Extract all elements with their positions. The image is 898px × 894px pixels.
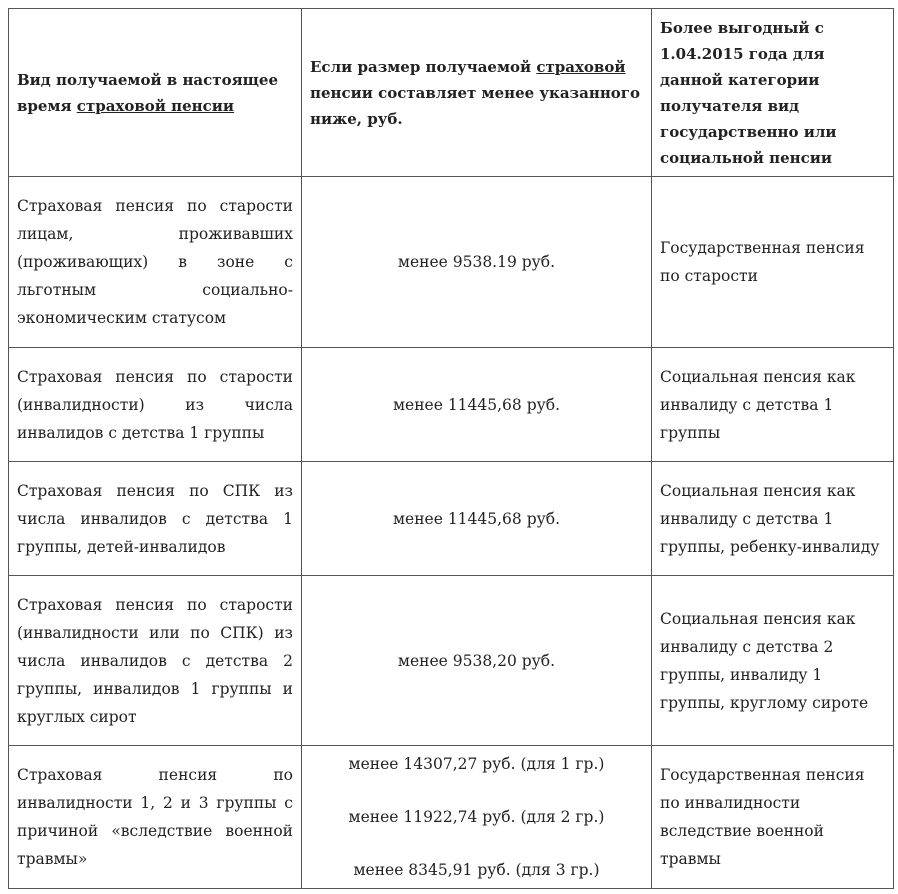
benefit-cell: Социальная пенсия как инвалиду с детства 2 группы, инвалиду 1 группы, круглому сироте	[652, 576, 894, 746]
table-row	[9, 348, 894, 462]
pension-type-cell: Страховая пенсия по инвалидности 1, 2 и 3 группы с причиной «вследствие военной травмы»	[9, 746, 302, 889]
amount-cell: менее 11445,68 руб.	[302, 462, 652, 576]
header-benefit-type: Более выгодный с 1.04.2015 года для данной категории получателя вид государственно или социальной пенсии	[652, 9, 894, 177]
amount-group-3: менее 8345,91 руб. (для 3 гр.)	[353, 861, 600, 879]
amount-group-2: менее 11922,74 руб. (для 2 гр.)	[348, 808, 605, 826]
amount-cell: менее 11445,68 руб.	[302, 348, 652, 462]
header-amount-condition: Если размер получаемой страховой пенсии составляет менее указанного ниже, руб.	[302, 9, 652, 177]
amount-cell	[302, 746, 652, 889]
table-row	[9, 462, 894, 576]
table-row	[9, 746, 894, 889]
amount-cell: менее 9538,20 руб.	[302, 576, 652, 746]
table-row	[9, 177, 894, 348]
pension-type-cell: Страховая пенсия по старости (инвалидности или по СПК) из числа инвалидов с детства 2 группы, инвалидов 1 группы и круглых сирот	[9, 576, 302, 746]
amount-group-1: менее 14307,27 руб. (для 1 гр.)	[348, 755, 605, 773]
pension-type-cell: Страховая пенсия по старости лицам, проживавших (проживающих) в зоне с льготным социально-экономическим статусом	[9, 177, 302, 348]
benefit-cell: Социальная пенсия как инвалиду с детства 1 группы	[652, 348, 894, 462]
table-row	[9, 576, 894, 746]
pension-type-cell: Страховая пенсия по СПК из числа инвалидов с детства 1 группы, детей-инвалидов	[9, 462, 302, 576]
amount-cell: менее 9538.19 руб.	[302, 177, 652, 348]
benefit-cell: Государственная пенсия по инвалидности вследствие военной травмы	[652, 746, 894, 889]
header-pension-type: Вид получаемой в настоящее время страховой пенсии	[9, 9, 302, 177]
pension-table	[8, 8, 894, 889]
table-header-row	[9, 9, 894, 177]
benefit-cell: Государственная пенсия по старости	[652, 177, 894, 348]
benefit-cell: Социальная пенсия как инвалиду с детства 1 группы, ребенку-инвалиду	[652, 462, 894, 576]
pension-type-cell: Страховая пенсия по старости (инвалидности) из числа инвалидов с детства 1 группы	[9, 348, 302, 462]
